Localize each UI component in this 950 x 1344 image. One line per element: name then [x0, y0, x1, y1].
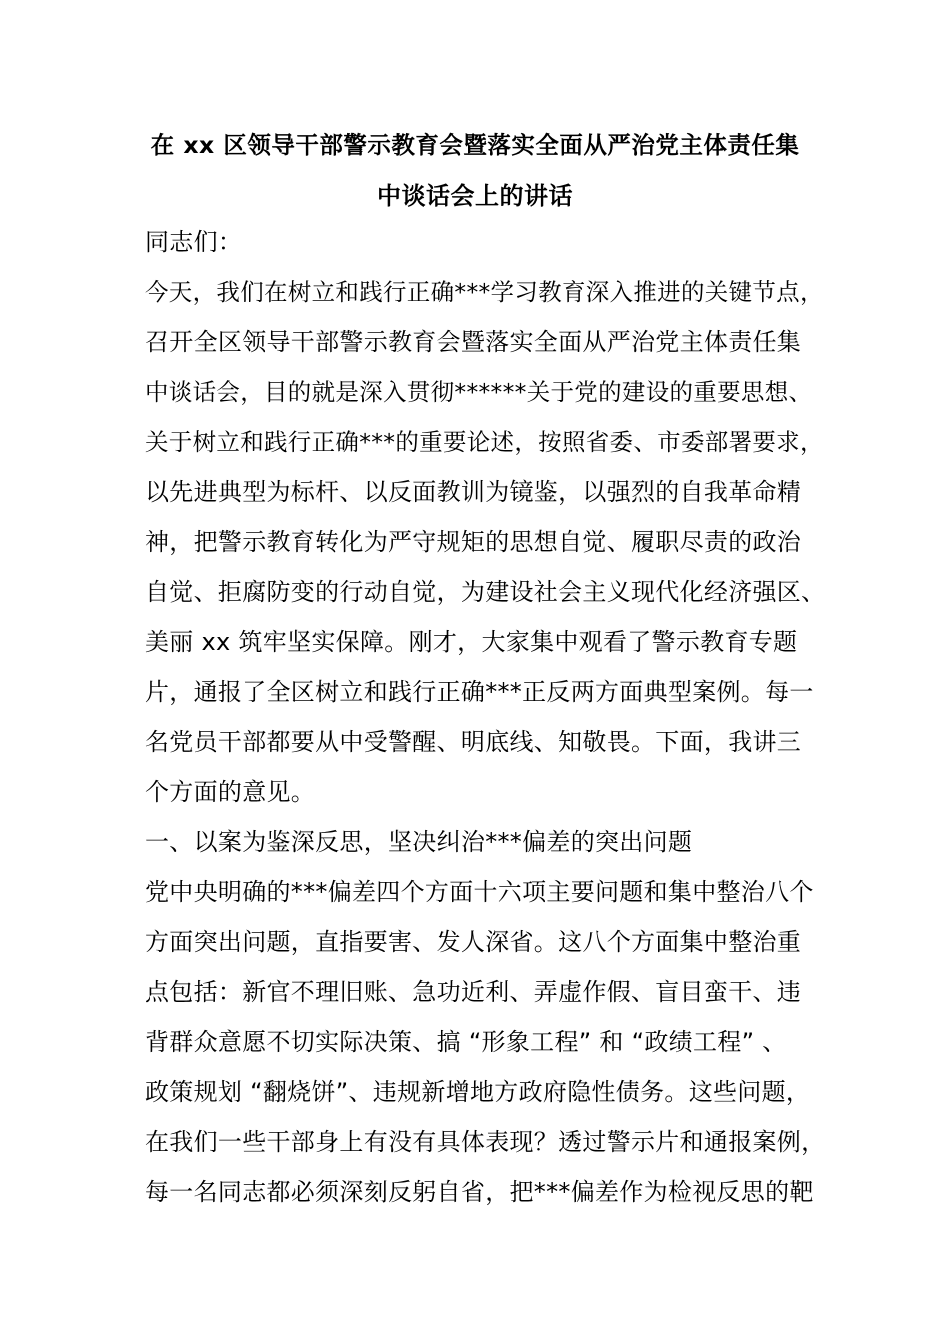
paragraph-line: 个方面的意见。 [145, 778, 316, 806]
salutation: 同志们： [145, 228, 243, 256]
speech-title-line-2: 中谈话会上的讲话 [377, 182, 573, 210]
paragraph-line: 召开全区领导干部警示教育会暨落实全面从严治党主体责任集 [145, 328, 802, 356]
paragraph-line: 每一名同志都必须深刻反躬自省，把***偏差作为检视反思的靶 [145, 1178, 814, 1206]
paragraph-line: 点包括：新官不理旧账、急功近利、弄虚作假、盲目蛮干、违 [145, 978, 802, 1006]
paragraph-line: 关于树立和践行正确***的重要论述，按照省委、市委部署要求， [145, 428, 824, 456]
paragraph-line: 片，通报了全区树立和践行正确***正反两方面典型案例。每一 [145, 678, 814, 706]
paragraph-line: 在我们一些干部身上有没有具体表现？透过警示片和通报案例， [145, 1128, 826, 1156]
paragraph-line: 美丽 xx 筑牢坚实保障。刚才，大家集中观看了警示教育专题 [145, 628, 798, 656]
paragraph-line: 方面突出问题，直指要害、发人深省。这八个方面集中整治重 [145, 928, 802, 956]
paragraph-line: 党中央明确的***偏差四个方面十六项主要问题和集中整治八个 [145, 878, 814, 906]
paragraph-line: 名党员干部都要从中受警醒、明底线、知敬畏。下面，我讲三 [145, 728, 802, 756]
paragraph-line: 中谈话会，目的就是深入贯彻******关于党的建设的重要思想、 [145, 378, 813, 406]
paragraph-line: 背群众意愿不切实际决策、搞 “形象工程” 和 “政绩工程” 、 [145, 1028, 787, 1056]
paragraph-line: 今天，我们在树立和践行正确***学习教育深入推进的关键节点， [145, 278, 824, 306]
paragraph-line: 政策规划 “翻烧饼”、违规新增地方政府隐性债务。这些问题， [145, 1078, 811, 1106]
paragraph-line: 自觉、拒腐防变的行动自觉，为建设社会主义现代化经济强区、 [145, 578, 826, 606]
speech-title-line-1: 在 xx 区领导干部警示教育会暨落实全面从严治党主体责任集 [150, 131, 800, 159]
paragraph-line: 以先进典型为标杆、以反面教训为镜鉴，以强烈的自我革命精 [145, 478, 802, 506]
section-heading: 一、以案为鉴深反思，坚决纠治***偏差的突出问题 [145, 828, 693, 856]
paragraph-line: 神，把警示教育转化为严守规矩的思想自觉、履职尽责的政治 [145, 528, 802, 556]
